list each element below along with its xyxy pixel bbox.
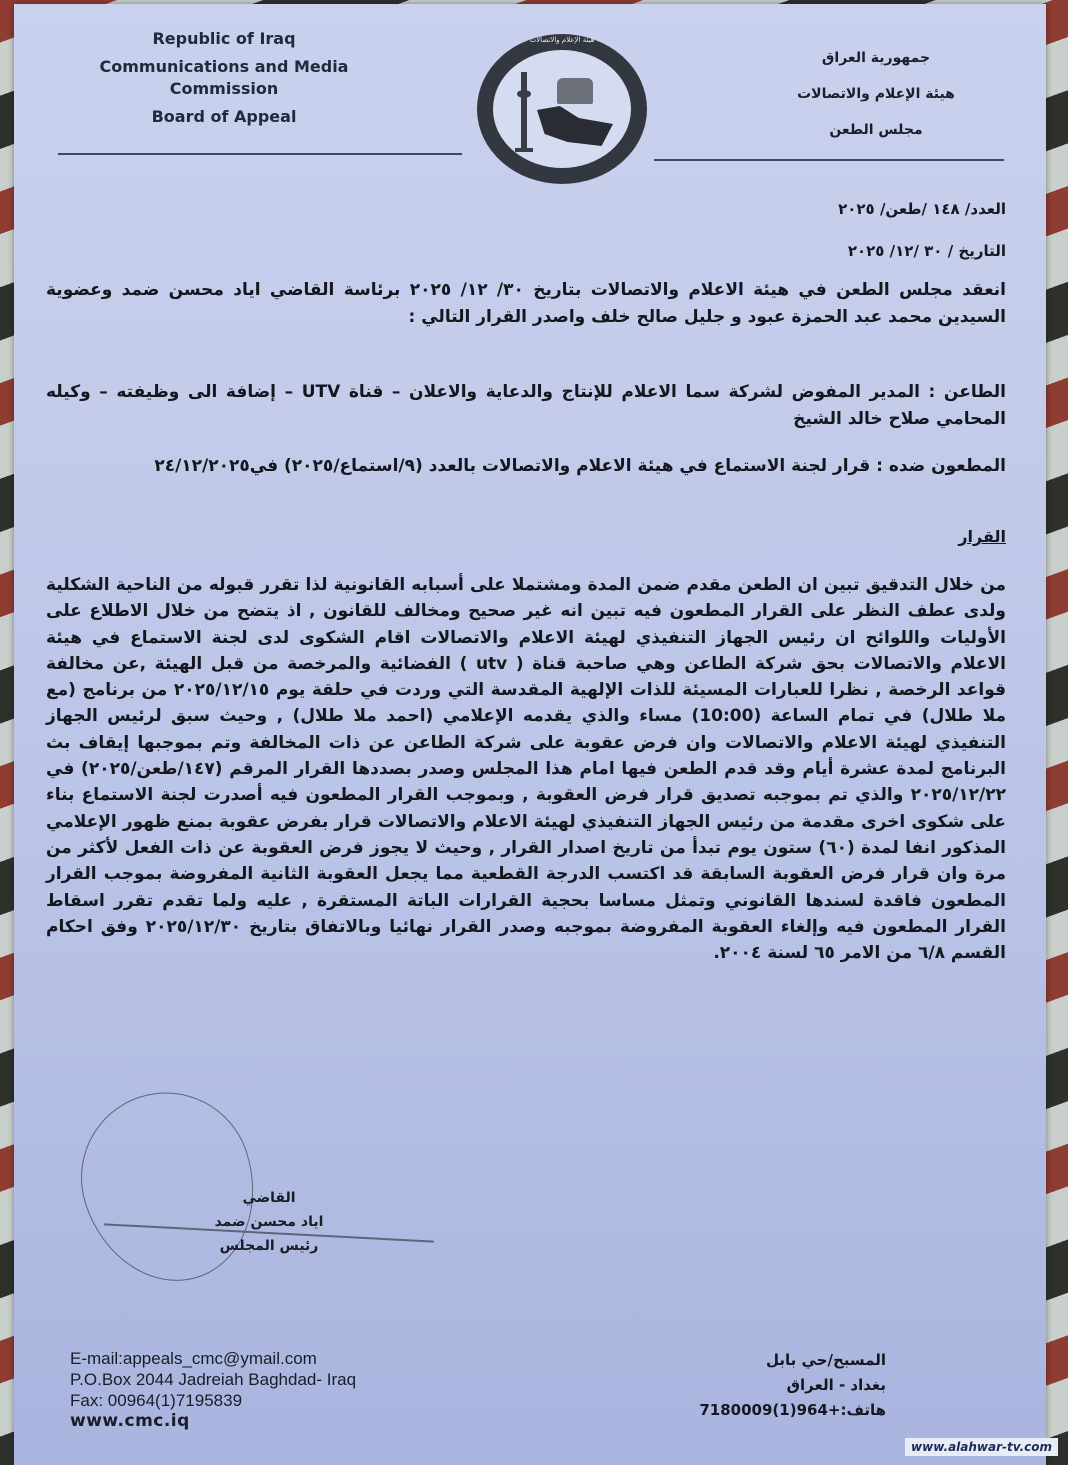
signature-block xyxy=(194,1186,344,1258)
seal-ring-text: هيئة الإعلام والاتصالات xyxy=(529,36,595,44)
decision-heading: القرار xyxy=(958,527,1006,546)
footer-email: E-mail:appeals_cmc@ymail.com xyxy=(70,1349,317,1368)
header-arabic xyxy=(746,40,1006,148)
signer-title: القاضي xyxy=(242,1190,296,1206)
footer-ar-address1: المسبح/حي بابل xyxy=(766,1351,886,1369)
header-en-org-line1: Communications and Media xyxy=(99,57,349,76)
footer-arabic xyxy=(646,1348,886,1423)
header-en-org-line2: Commission xyxy=(169,79,279,98)
tower-icon xyxy=(521,72,527,152)
appellant-paragraph: الطاعن : المدير المفوض لشركة سما الاعلام للإنتاج والدعاية والاعلان – قناة UTV – إضافة الى وظيفته – وكيله المحامي صلاح خالد الشيخ xyxy=(46,382,1006,429)
footer-ar-phone: هاتف:+964(1)7180009 xyxy=(699,1401,886,1419)
header-divider-right xyxy=(654,159,1004,161)
header-ar-org: هيئة الإعلام والاتصالات xyxy=(797,86,955,102)
document-page xyxy=(14,4,1046,1465)
footer-fax: Fax: 00964(1)7195839 xyxy=(70,1391,243,1410)
header-divider-left xyxy=(58,153,462,155)
opening-paragraph: انعقد مجلس الطعن في هيئة الاعلام والاتصالات بتاريخ ٣٠/ ١٢/ ٢٠٢٥ برئاسة القاضي اياد محسن ضمد وعضوية السيدين محمد عبد الحمزة عبود و جليل صالح خلف واصدر القرار التالي : xyxy=(46,280,1006,327)
decision-paragraph: من خلال التدقيق تبين ان الطعن مقدم ضمن المدة ومشتملا على أسبابه القانونية لذا تقرر قبوله من الناحية الشكلية ولدى عطف النظر على القرار المطعون فيه تبين انه غير صحيح ومخالف للقانون , اذ يتضح من خلال الاطلاع على الأوليات واللوائح ان رئيس الجهاز التنفيذي لهيئة الاعلام والاتصالات اقام الشكوى لدى لجنة الاستماع في هيئة الاعلام والاتصالات بحق شركة الطاعن وهي صاحبة قناة ( utv ) الفضائية والمرخصة من قبل الهيئة ,عن مخالفة قواعد الرخصة , نظرا للعبارات المسيئة للذات الإلهية المقدسة التي وردت في حلقة يوم ٢٠٢٥/١٢/١٥ من برنامج (مع ملا طلال) في تمام الساعة (10:00) مساء والذي يقدمه الإعلامي (احمد ملا طلال) , وحيث سبق لرئيس الجهاز التنفيذي لهيئة الاعلام والاتصالات وان فرض عقوبة على شركة الطاعن عن ذات المخالفة وتم بموجبها إيقاف بث البرنامج لمدة عشرة أيام وقد قدم الطعن فيها امام هذا المجلس وصدر بصددها القرار المرقم (١٤٧/طعن/٢٠٢٥) في ٢٠٢٥/١٢/٢٢ والذي تم بموجبه تصديق قرار فرض العقوبة , وبموجب القرار المطعون فيه أصدرت لجنة الاستماع بناء على شكوى اخرى مقدمة من رئيس الجهاز التنفيذي لهيئة الاعلام والاتصالات قرار بفرض عقوبة بمنع ظهور الإعلامي المذكور انفا لمدة (٦٠) ستون يوم تبدأ من تاريخ اصدار القرار , وحيث لا يجوز فرض العقوبة عن ذات الفعل لأكثر من مرة وان قرار فرض العقوبة السابقة قد اكتسب الدرجة القطعية مما يجعل العقوبة الثانية المفروضة بموجب القرار المطعون فاقدة لسندها القانوني وتمثل مساسا بحجية القرارات الباتة المستقرة , عليه ولما تقدم تقرر اسقاط القرار المطعون فيه وإلغاء العقوبة المفروضة بموجبه وصدر القرار نهائيا وبالاتفاق بتاريخ ٢٠٢٥/١٢/٣٠ وفق احكام القسم ٦/٨ من الامر ٦٥ لسنة ٢٠٠٤. xyxy=(46,575,1007,964)
signer-name: اياد محسن ضمد xyxy=(214,1214,324,1230)
signer-position: رئيس المجلس xyxy=(219,1238,319,1254)
header-ar-country: جمهورية العراق xyxy=(821,50,931,66)
commission-seal-logo xyxy=(477,34,647,184)
reference-date: التاريخ / ٣٠ /١٢/ ٢٠٢٥ xyxy=(847,242,1006,260)
reference-number: العدد/ ١٤٨ /طعن/ ٢٠٢٥ xyxy=(838,200,1006,218)
footer-po-box: P.O.Box 2044 Jadreiah Baghdad- Iraq xyxy=(70,1370,357,1389)
iraq-map-icon xyxy=(537,106,613,146)
footer-ar-address2: بغداد - العراق xyxy=(786,1376,886,1394)
ship-icon xyxy=(557,78,593,104)
watermark: www.alahwar-tv.com xyxy=(905,1438,1058,1456)
footer-english xyxy=(70,1348,356,1432)
header-english xyxy=(54,28,394,128)
header-en-board: Board of Appeal xyxy=(151,107,297,126)
header-ar-board: مجلس الطعن xyxy=(829,122,923,138)
header-en-country: Republic of Iraq xyxy=(152,29,296,48)
footer-website: www.cmc.iq xyxy=(70,1411,190,1431)
respondent-paragraph: المطعون ضده : قرار لجنة الاستماع في هيئة الاعلام والاتصالات بالعدد (٩/استماع/٢٠٢٥) في٢٤/١٢/٢٠٢٥ xyxy=(154,456,1006,476)
